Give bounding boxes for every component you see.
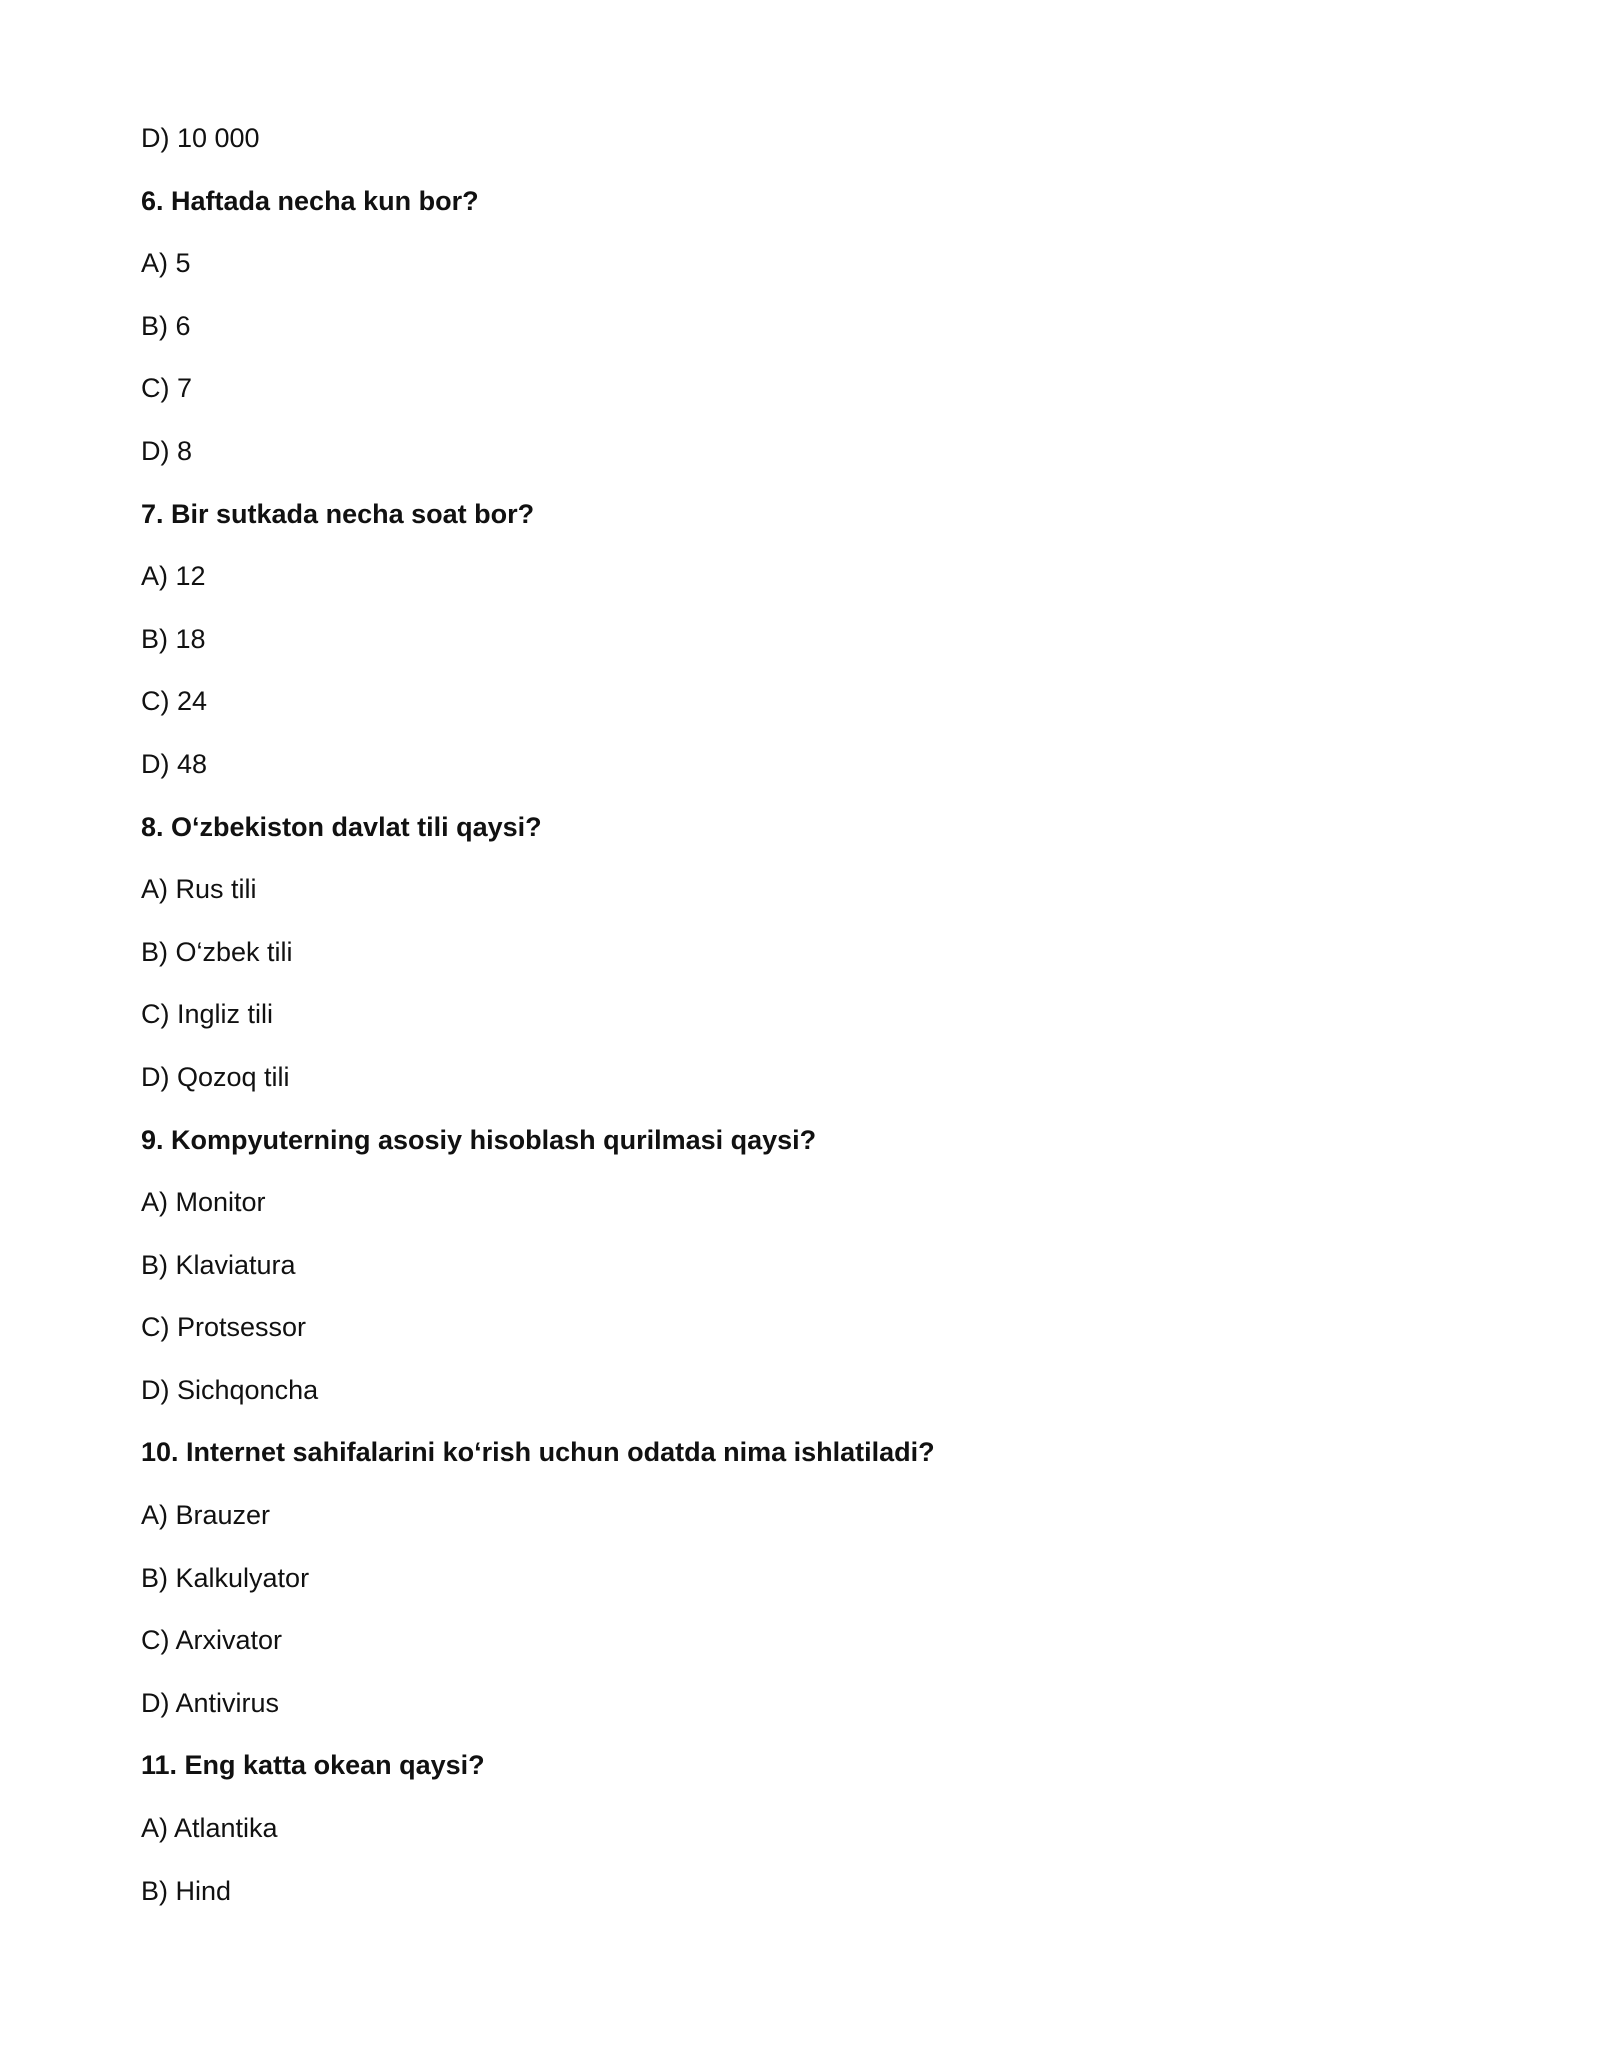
- question-7: 7. Bir sutkada necha soat bor?: [141, 498, 535, 529]
- option-q10-b: B) Kalkulyator: [141, 1562, 310, 1593]
- quiz-content: [141, 118, 1461, 1933]
- question-8: 8. O‘zbekiston davlat tili qaysi?: [141, 811, 542, 842]
- option-q9-c: C) Protsessor: [141, 1312, 307, 1343]
- option-q6-c: C) 7: [141, 373, 193, 404]
- option-q10-a: A) Brauzer: [141, 1500, 271, 1531]
- question-10: 10. Internet sahifalarini ko‘rish uchun odatda nima ishlatiladi?: [141, 1437, 935, 1468]
- option-q8-a: A) Rus tili: [141, 874, 257, 905]
- option-q8-c: C) Ingliz tili: [141, 999, 274, 1030]
- question-9: 9. Kompyuterning asosiy hisoblash qurilmasi qaysi?: [141, 1124, 817, 1155]
- option-q7-a: A) 12: [141, 561, 206, 592]
- option-q11-b: B) Hind: [141, 1875, 232, 1906]
- option-q6-a: A) 5: [141, 248, 191, 279]
- option-q10-c: C) Arxivator: [141, 1625, 283, 1656]
- option-q7-b: B) 18: [141, 623, 206, 654]
- option-q8-d: D) Qozoq tili: [141, 1061, 290, 1092]
- option-q7-d: D) 48: [141, 748, 208, 779]
- option-q6-d: D) 8: [141, 435, 193, 466]
- option-q9-d: D) Sichqoncha: [141, 1374, 319, 1405]
- option-q5-d: D) 10 000: [141, 123, 260, 153]
- option-q9-b: B) Klaviatura: [141, 1249, 296, 1280]
- question-11: 11. Eng katta okean qaysi?: [141, 1750, 485, 1781]
- question-6: 6. Haftada necha kun bor?: [141, 185, 479, 216]
- option-q10-d: D) Antivirus: [141, 1687, 280, 1718]
- option-q11-a: A) Atlantika: [141, 1813, 278, 1844]
- option-q7-c: C) 24: [141, 686, 208, 717]
- option-q9-a: A) Monitor: [141, 1187, 266, 1218]
- option-q8-b: B) O‘zbek tili: [141, 936, 293, 967]
- option-q6-b: B) 6: [141, 310, 191, 341]
